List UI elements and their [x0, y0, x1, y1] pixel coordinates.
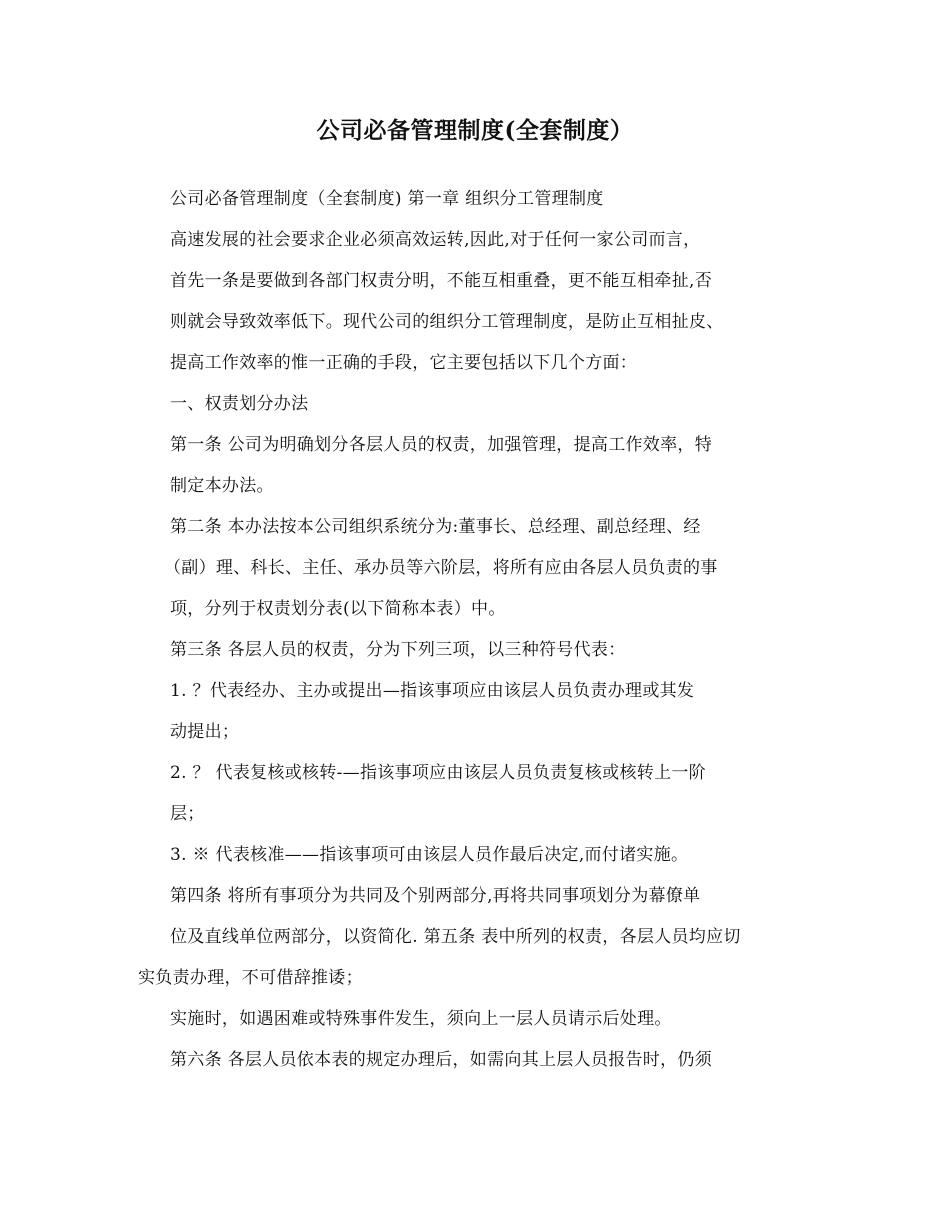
- paragraph-line: 第四条 将所有事项分为共同及个别两部分,再将共同事项划分为幕僚单: [170, 886, 701, 906]
- paragraph-line: 第六条 各层人员依本表的规定办理后，如需向其上层人员报告时，仍须: [170, 1050, 713, 1070]
- list-item-line: 3. ※ 代表核准——指该事项可由该层人员作最后决定,而付诸实施。: [170, 845, 689, 865]
- paragraph-line: 公司必备管理制度（全套制度) 第一章 组织分工管理制度: [170, 189, 604, 209]
- list-item-line: 层；: [170, 804, 205, 824]
- paragraph-line: 制定本办法。: [170, 476, 274, 496]
- list-item-line: 2. ？ 代表复核或核转-—指该事项应由该层人员负责复核或核转上一阶: [170, 763, 706, 783]
- paragraph-line: 第三条 各层人员的权责，分为下列三项，以三种符号代表：: [170, 640, 626, 660]
- paragraph-line: 实负责办理，不可借辞推诿；: [138, 968, 363, 988]
- paragraph-line: 实施时，如遇困难或特殊事件发生，须向上一层人员请示后处理。: [170, 1009, 672, 1029]
- paragraph-line: 项，分列于权责划分表(以下简称本表）中。: [170, 599, 506, 619]
- paragraph-line: 首先一条是要做到各部门权责分明，不能互相重叠，更不能互相牵扯,否: [170, 271, 713, 291]
- paragraph-line: 第一条 公司为明确划分各层人员的权责，加强管理，提高工作效率，特: [170, 435, 713, 455]
- paragraph-line: （副）理、科长、主任、承办员等六阶层，将所有应由各层人员负责的事: [164, 558, 718, 578]
- paragraph-line: 第二条 本办法按本公司组织系统分为:董事长、总经理、副总经理、经: [170, 517, 701, 537]
- section-heading: 一、权责划分办法: [170, 394, 309, 414]
- list-item-line: 动提出；: [170, 722, 240, 742]
- document-title: 公司必备管理制度(全套制度）: [316, 117, 634, 144]
- list-item-line: 1. ？代表经办、主办或提出—指该事项应由该层人员负责办理或其发: [170, 681, 695, 701]
- paragraph-line: 提高工作效率的惟一正确的手段，它主要包括以下几个方面：: [170, 353, 638, 373]
- paragraph-line: 则就会导致效率低下。现代公司的组织分工管理制度，是防止互相扯皮、: [170, 312, 724, 332]
- paragraph-line: 高速发展的社会要求企业必须高效运转,因此,对于任何一家公司而言，: [170, 230, 701, 250]
- paragraph-line: 位及直线单位两部分，以资简化. 第五条 表中所列的权责，各层人员均应切: [170, 927, 741, 947]
